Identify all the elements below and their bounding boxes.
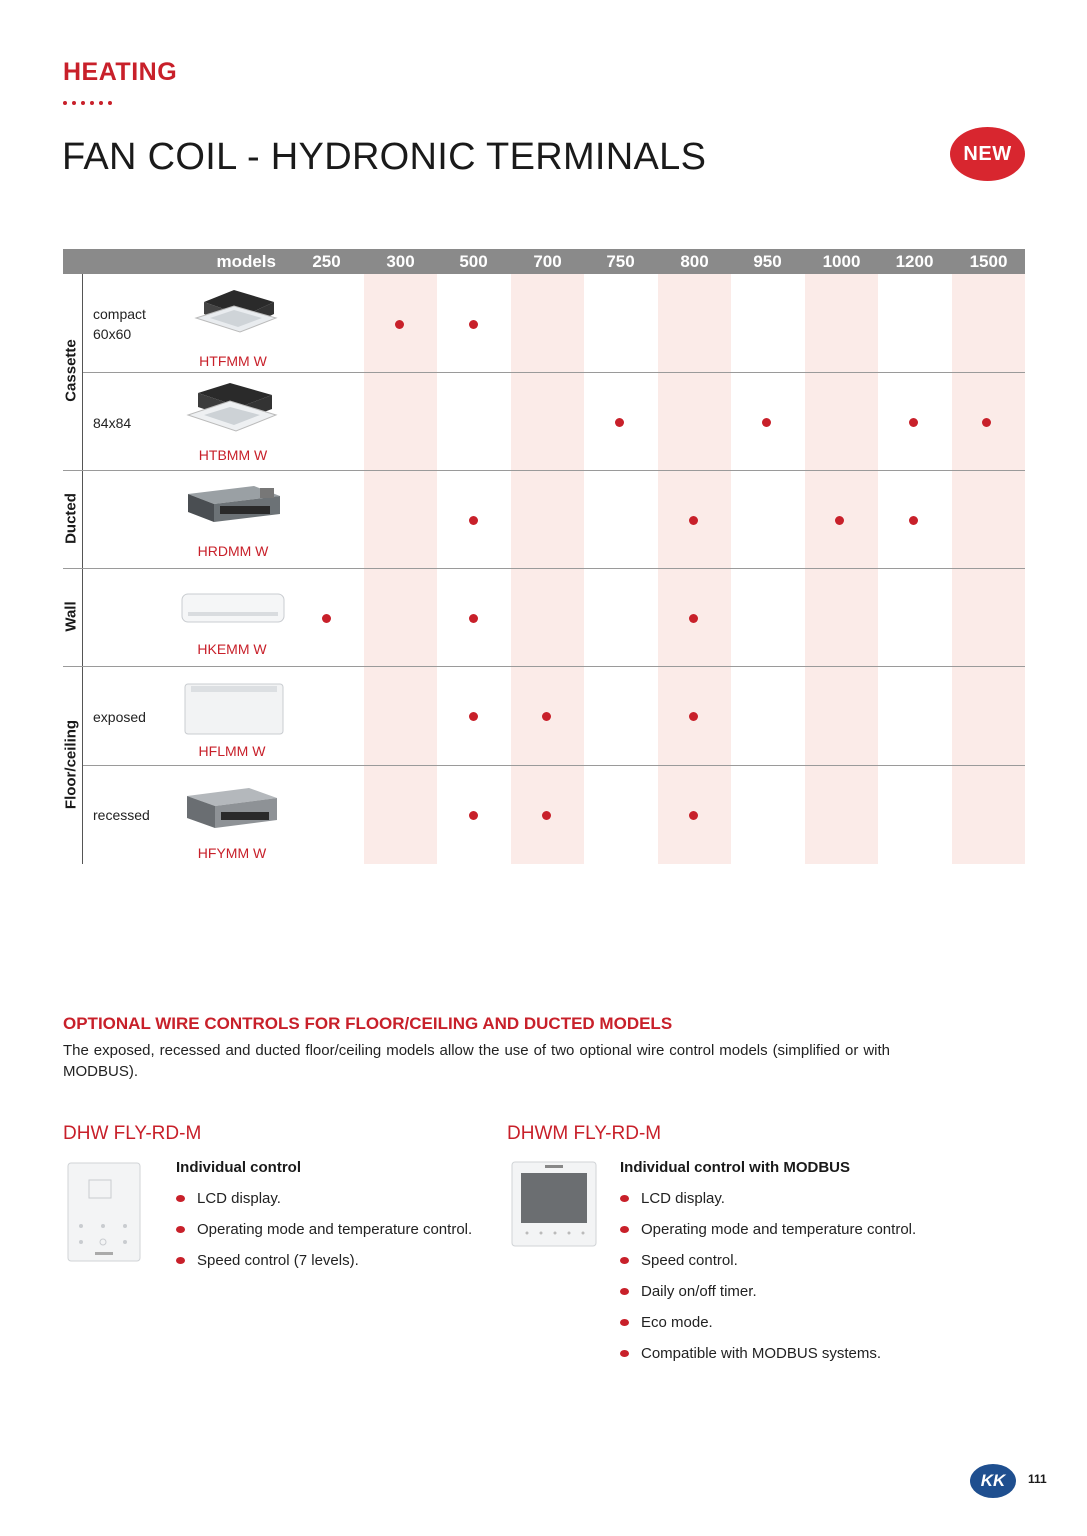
column-shade-1000 [805,274,878,864]
list-item: LCD display. [176,1188,476,1209]
row-divider [83,372,1025,373]
column-shade-800 [658,274,731,864]
page-number: 111 [1028,1472,1047,1486]
page-title: FAN COIL - HYDRONIC TERMINALS [62,136,707,178]
list-item: Operating mode and temperature control. [620,1219,1020,1240]
control-1-feature-title: Individual control [176,1159,302,1176]
column-header: 750 [606,252,635,271]
group-label-wall: Wall [62,601,80,632]
model-code: HTFMM W [199,353,267,369]
heading-dots-divider [63,101,112,109]
control-1-name: DHW FLY-RD-M [63,1123,202,1144]
column-header: 700 [533,252,562,271]
column-header: 500 [459,252,488,271]
floor-recessed-unit-image [185,784,279,834]
group-label-cassette: Cassette [62,339,80,402]
row-divider [63,568,1025,569]
new-badge: NEW [950,127,1025,181]
column-shade-300 [364,274,437,864]
list-item: Operating mode and temperature control. [176,1219,476,1240]
group-divider [82,667,83,864]
column-header: 1500 [969,252,1008,271]
cassette-84x84-unit-image [184,381,280,443]
row-label-compact: compact 60x60 [93,306,146,342]
column-shade-700 [511,274,584,864]
model-code: HFLMM W [198,743,266,759]
group-label-ducted: Ducted [62,493,80,544]
availability-dot [469,712,478,721]
model-code: HFYMM W [197,845,267,861]
availability-dot [762,418,771,427]
model-code: HRDMM W [197,543,269,559]
group-divider [82,274,83,470]
availability-dot [689,811,698,820]
availability-dot [322,614,331,623]
list-item: Daily on/off timer. [620,1281,1020,1302]
control-2-feature-title: Individual control with MODBUS [620,1159,850,1176]
availability-dot [469,320,478,329]
section-heading: HEATING [63,58,178,86]
row-label-exposed: exposed [93,709,146,725]
row-divider [83,765,1025,766]
column-header: 300 [386,252,415,271]
column-header: 250 [312,252,341,271]
floor-exposed-unit-image [183,682,285,736]
group-divider [82,471,83,568]
availability-dot [615,418,624,427]
models-header: models [216,252,276,271]
row-label-recessed: recessed [93,807,150,823]
list-item: LCD display. [620,1188,1020,1209]
control-1-panel-image [67,1162,141,1262]
column-header: 1200 [895,252,934,271]
control-2-panel-image [511,1161,597,1247]
group-label-floor-ceiling: Floor/ceiling [62,719,80,810]
list-item: Compatible with MODBUS systems. [620,1343,1020,1364]
list-item: Speed control. [620,1250,1020,1271]
availability-dot [542,811,551,820]
model-code: HKEMM W [197,641,267,657]
availability-dot [909,516,918,525]
cassette-compact-unit-image [190,288,278,344]
availability-dot [689,516,698,525]
group-divider [82,569,83,666]
model-code: HTBMM W [198,447,268,463]
availability-dot [689,712,698,721]
list-item: Speed control (7 levels). [176,1250,476,1271]
column-shade-1500 [952,274,1025,864]
wall-unit-image [180,590,286,628]
availability-dot [395,320,404,329]
row-divider [63,666,1025,667]
availability-dot [835,516,844,525]
column-header: 950 [753,252,782,271]
availability-dot [469,811,478,820]
column-header: 1000 [822,252,861,271]
availability-dot [909,418,918,427]
availability-dot [982,418,991,427]
list-item: Eco mode. [620,1312,1020,1333]
column-header: 800 [680,252,709,271]
row-divider [63,470,1025,471]
control-1-feature-list [176,1188,476,1281]
brand-logo: KK [970,1464,1016,1498]
optional-controls-title: OPTIONAL WIRE CONTROLS FOR FLOOR/CEILING AND DUCTED MODELS [63,1014,673,1033]
ducted-unit-image [184,482,282,528]
control-2-feature-list [620,1188,1020,1374]
optional-controls-description: The exposed, recessed and ducted floor/ceiling models allow the use of two optional wire control models (simplified or with MODBUS). [63,1042,890,1080]
row-label-84x84: 84x84 [93,415,132,431]
availability-dot [469,614,478,623]
availability-dot [542,712,551,721]
availability-dot [469,516,478,525]
control-2-name: DHWM FLY-RD-M [507,1123,662,1144]
availability-dot [689,614,698,623]
